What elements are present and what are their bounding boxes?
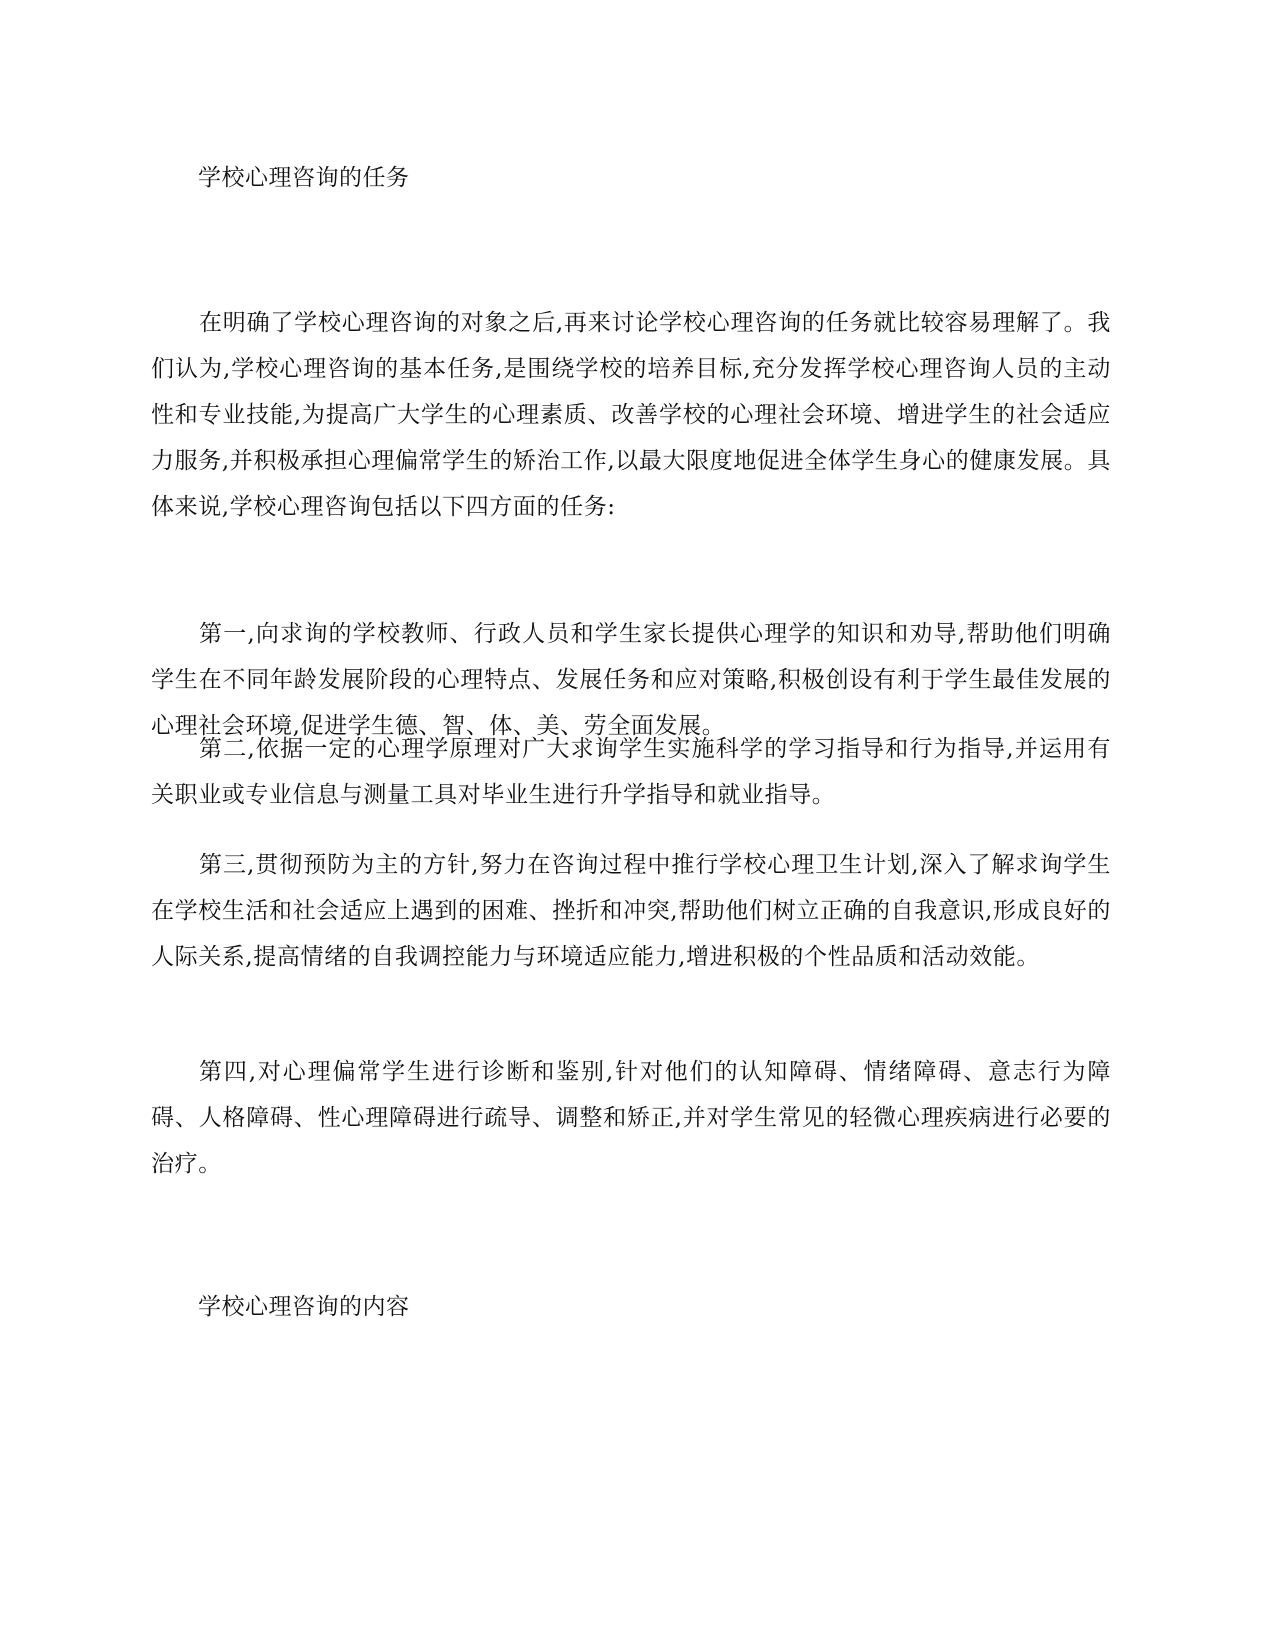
paragraph-task-second: 第二,依据一定的心理学原理对广大求询学生实施科学的学习指导和行为指导,并运用有关职业或专业信息与测量工具对毕业生进行升学指导和就业指导。 (151, 736, 1111, 808)
paragraph-task-third: 第三,贯彻预防为主的方针,努力在咨询过程中推行学校心理卫生计划,深入了解求询学生在学校生活和社会适应上遇到的困难、挫折和冲突,帮助他们树立正确的自我意识,形成良好的人际关系,提高情绪的自我调控能力与环境适应能力,增进积极的个性品质和活动效能。 (151, 852, 1111, 970)
section-heading-tasks: 学校心理咨询的任务 (198, 165, 410, 191)
section-heading-content: 学校心理咨询的内容 (198, 1294, 410, 1320)
paragraph-intro: 在明确了学校心理咨询的对象之后,再来讨论学校心理咨询的任务就比较容易理解了。我们认为,学校心理咨询的基本任务,是围绕学校的培养目标,充分发挥学校心理咨询人员的主动性和专业技能,为提高广大学生的心理素质、改善学校的心理社会环境、增进学生的社会适应力服务,并积极承担心理偏常学生的矫治工作,以最大限度地促进全体学生身心的健康发展。具体来说,学校心理咨询包括以下四方面的任务: (151, 310, 1111, 520)
paragraph-task-fourth: 第四,对心理偏常学生进行诊断和鉴别,针对他们的认知障碍、情绪障碍、意志行为障碍、人格障碍、性心理障碍进行疏导、调整和矫正,并对学生常见的轻微心理疾病进行必要的治疗。 (151, 1059, 1111, 1177)
paragraph-task-first: 第一,向求询的学校教师、行政人员和学生家长提供心理学的知识和劝导,帮助他们明确学生在不同年龄发展阶段的心理特点、发展任务和应对策略,积极创设有利于学生最佳发展的心理社会环境,促进学生德、智、体、美、劳全面发展。 (151, 621, 1111, 739)
